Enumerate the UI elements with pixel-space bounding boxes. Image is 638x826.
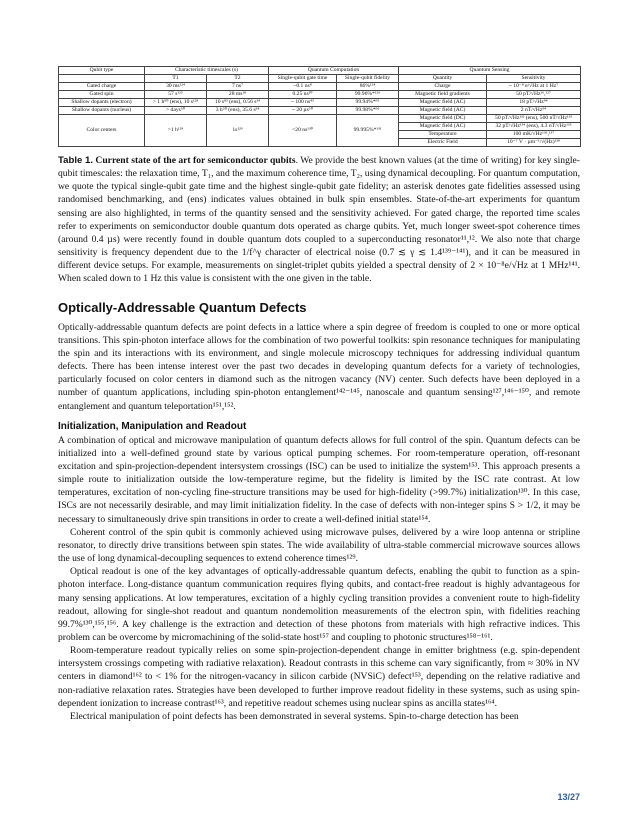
page-number: 13/27: [557, 792, 580, 802]
section-intro: Optically-addressable quantum defects are point defects in a lattice where a spin degree of freedom is coupled to one or more optical transitions. This spin-photon interface allows for the combination of two powerful toolkits: spin resonance techniques for manipulating the spin and its interactions with its environment, and single molecule microscopy techniques for addressing individual quantum defects. There has been intense interest over the past two decades in developing quantum defects for a variety of technologies, particularly focused on color centers in diamond such as the nitrogen vacancy (NV) center. Such defects have been deployed in a number of quantum applications, including spin-photon entanglement¹⁴²⁻¹⁴⁵, nanoscale and quantum sensing¹²⁷,¹⁴⁶⁻¹⁵⁰, and remote entanglement and quantum teleportation¹⁵¹,¹⁵².: [58, 321, 580, 412]
cell-sens: 32 pT/√Hz¹³⁴ (ens), 4.3 nT/√Hz¹³⁵: [487, 123, 581, 131]
cell-type: Shallow dopants (electron): [59, 99, 145, 107]
table-row: [59, 91, 581, 99]
cell-gate: ~0.1 ns⁸: [269, 83, 337, 91]
cell-t1: 57 s¹²⁵: [145, 91, 207, 99]
cell-t2: 28 ms¹⁸: [207, 91, 269, 99]
cell-type: Gated charge: [59, 83, 145, 91]
cell-type: Shallow dopants (nucleus): [59, 107, 145, 115]
cell-t2: 1s¹²⁹: [207, 115, 269, 147]
cell-sens: 2 nT/√Hz⁹⁴: [487, 107, 581, 115]
header-quantity: Quantity: [399, 75, 487, 83]
cell-gate: <20 ns¹³⁰: [269, 115, 337, 147]
header-qubit-type: Qubit type: [59, 67, 145, 75]
header-timescales: Characteristic timescales (s): [145, 67, 269, 75]
cell-fid: 86%¹²⁴: [337, 83, 399, 91]
cell-qty: Electric Field: [399, 139, 487, 147]
subsection-heading: Initialization, Manipulation and Readout: [58, 420, 247, 432]
header-computation: Quantum Computation: [269, 67, 399, 75]
cell-type: Gated spin: [59, 91, 145, 99]
cell-gate: ~ 100 ns⁴⁵: [269, 99, 337, 107]
cell-sens: 18 pT/√Hz⁹⁴: [487, 99, 581, 107]
cell-qty: Magnetic field (AC): [399, 123, 487, 131]
cell-sens: ~ 10⁻⁸ e/√Hz at 1 Hz⁷: [487, 83, 581, 91]
table-caption: [58, 154, 580, 286]
cell-qty: Magnetic field gradients: [399, 91, 487, 99]
cell-sens: 50 pT/√Hz¹³² (ens), 500 nT/√Hz¹³³: [487, 115, 581, 123]
table-row: [59, 99, 581, 107]
paragraph: Electrical manipulation of point defects has been demonstrated in several systems. Spin-to-charge detection has been: [70, 710, 519, 722]
cell-fid: 99.995%*¹³¹: [337, 115, 399, 147]
paragraph: Coherent control of the spin qubit is commonly achieved using microwave pulses, delivered by a wire loop antenna or stripline resonator, to directly drive transitions between spin states. The wide availability of ultra-stable commercial microwave sources allows the use of long dynamical-decoupling sequences to extend coherence times¹²⁹.: [58, 526, 580, 565]
cell-qty: Charge: [399, 83, 487, 91]
table-row: [59, 107, 581, 115]
header-empty: [59, 75, 145, 83]
cell-fid: 99.98%*⁹⁶: [337, 107, 399, 115]
table-group-header-row: [59, 67, 581, 75]
paragraph: Optical readout is one of the key advantages of optically-addressable quantum defects, enabling the qubit to function as a spin-photon interface. Long-distance quantum communication requires flying qubits, and contact-free readout is highly advantageous for many sensing applications. At low temperatures, excitation of a highly cycling transition provides a convenient route to high-fidelity readout, allowing for single-shot readout and quantum nondemolition measurements of the electron spin, with fidelities reaching 99.7%¹³⁰,¹⁵⁵,¹⁵⁶. A key challenge is the extraction and detection of these photons from materials with high refractive indices. This problem can be overcome by micromachining of the solid-state host¹⁵⁷ and coupling to photonic structures¹⁵⁸⁻¹⁶¹.: [58, 566, 580, 643]
table-row: [59, 115, 581, 123]
paragraph: Room-temperature readout typically relies on some spin-projection-dependent change in emitter brightness (e.g. spin-dependent intersystem crossings competing with radiative relaxation). Readout contrasts in this scheme can vary significantly, from ≈ 30% in NV centers in diamond¹⁶² to < 1% for the nitrogen-vacancy in silicon carbide (NVSiC) defect¹⁵³, depending on the relative radiative and non-radiative relaxation rates. Strategies have been developed to further improve readout fidelity in these systems, such as using spin-dependent ionization to increase contrast¹⁶³, and repetitive readout schemes using nuclear spins as ancilla states¹⁶⁴.: [58, 645, 580, 709]
cell-t1: > days⁵⁰: [145, 107, 207, 115]
paragraph: A combination of optical and microwave manipulation of quantum defects allows for full control of the spin. Quantum defects can be initialized into a well-defined ground state by various optical pumping schemes. For room-temperature operation, off-resonant excitation and spin-projection-dependent intersystem crossings (ISC) can be used to initialize the system¹⁵³. This approach presents a simple route to initialization outside the low-temperature regime, but the fidelity is limited by the ISC rate contrast. At low temperatures, excitation of non-cycling fine-structure transitions may be used for high-fidelity (>99.7%) initialization¹³⁰. In this case, ISCs are not necessarily desirable, and may limit initialization fidelity. In the case of defects with non-integer spins S > 1/2, it may be necessary to simultaneously drive spin transitions in order to create a well-defined initial state¹⁵⁴.: [58, 434, 580, 525]
cell-fid: 99.96%*¹²⁶: [337, 91, 399, 99]
cell-t1: >1 h¹²⁹: [145, 115, 207, 147]
cell-sens: 10⁻⁷ V · µm⁻¹/√(Hz)¹³⁸: [487, 139, 581, 147]
cell-gate: 0.25 ns²⁰: [269, 91, 337, 99]
qubit-table: [58, 66, 581, 147]
cell-t2: 3 h⁵⁰ (ens), 35.6 s³⁴: [207, 107, 269, 115]
caption-text: . We provide the best known values (at the time of writing) for key single-qubit timescales: the relaxation time, T₁, and the maximum coherence time, T₂, using dynamical decoupling. For quantum computation, we quote the typical single-qubit gate time and the highest single-qubit gate fidelity; an asterisk denotes gate fidelities assessed using randomised benchmarking, and (ens) indicates values obtained in bulk spin ensembles. State-of-the-art experiments for quantum sensing are also highlighted, in terms of the quantity sensed and the sensitivity achieved. For gated charge, the reported time scales refer to experiments on semiconductor double quantum dots operated as charge qubits. Yet, much longer sweet-spot coherence times (around 0.4 µs) were recently found in double quantum dots coupled to a superconducting resonator¹¹,¹². We also note that charge sensitivity is frequency dependent due to the 1/f^γ character of electrical noise (0.7 ≲ γ ≲ 1.4¹³⁹⁻¹⁴¹), and it can be measured in different device setups. For example, measurements on singlet-triplet qubits yielded a spectral density of 2 × 10⁻⁸e/√Hz at 1 MHz¹⁴¹. When scaled down to 1 Hz this value is consistent with the one given in the table.: [58, 155, 580, 285]
cell-t2: 10 s⁸³ (ens), 0.56 s³⁴: [207, 99, 269, 107]
cell-type: Color centers: [59, 115, 145, 147]
cell-t1: > 1 h⁶⁰ (ens), 10 s¹²⁸: [145, 99, 207, 107]
page-content: [58, 66, 580, 723]
table-row: [59, 83, 581, 91]
header-t1: T1: [145, 75, 207, 83]
section-heading: Optically-Addressable Quantum Defects: [58, 299, 307, 315]
header-t2: T2: [207, 75, 269, 83]
cell-sens: 100 mK/√Hz¹³⁶,¹³⁷: [487, 131, 581, 139]
caption-title: Current state of the art for semiconductor qubits: [95, 155, 296, 166]
header-gate-time: Single-qubit gate time: [269, 75, 337, 83]
cell-t1: 30 ms¹²⁴: [145, 83, 207, 91]
header-fidelity: Single-qubit fidelity: [337, 75, 399, 83]
cell-sens: 50 pT/√Hz¹⁶,¹²⁷: [487, 91, 581, 99]
cell-qty: Magnetic field (AC): [399, 99, 487, 107]
header-sensitivity: Sensitivity: [487, 75, 581, 83]
cell-fid: 99.94%*⁹⁵: [337, 99, 399, 107]
cell-qty: Temperature: [399, 131, 487, 139]
caption-label: Table 1.: [58, 155, 94, 166]
header-sensing: Quantum Sensing: [399, 67, 581, 75]
cell-t2: 7 ns⁷: [207, 83, 269, 91]
cell-qty: Magnetic field (AC): [399, 107, 487, 115]
table-sub-header-row: [59, 75, 581, 83]
cell-gate: ~ 20 µs⁵⁰: [269, 107, 337, 115]
cell-qty: Magnetic field (DC): [399, 115, 487, 123]
